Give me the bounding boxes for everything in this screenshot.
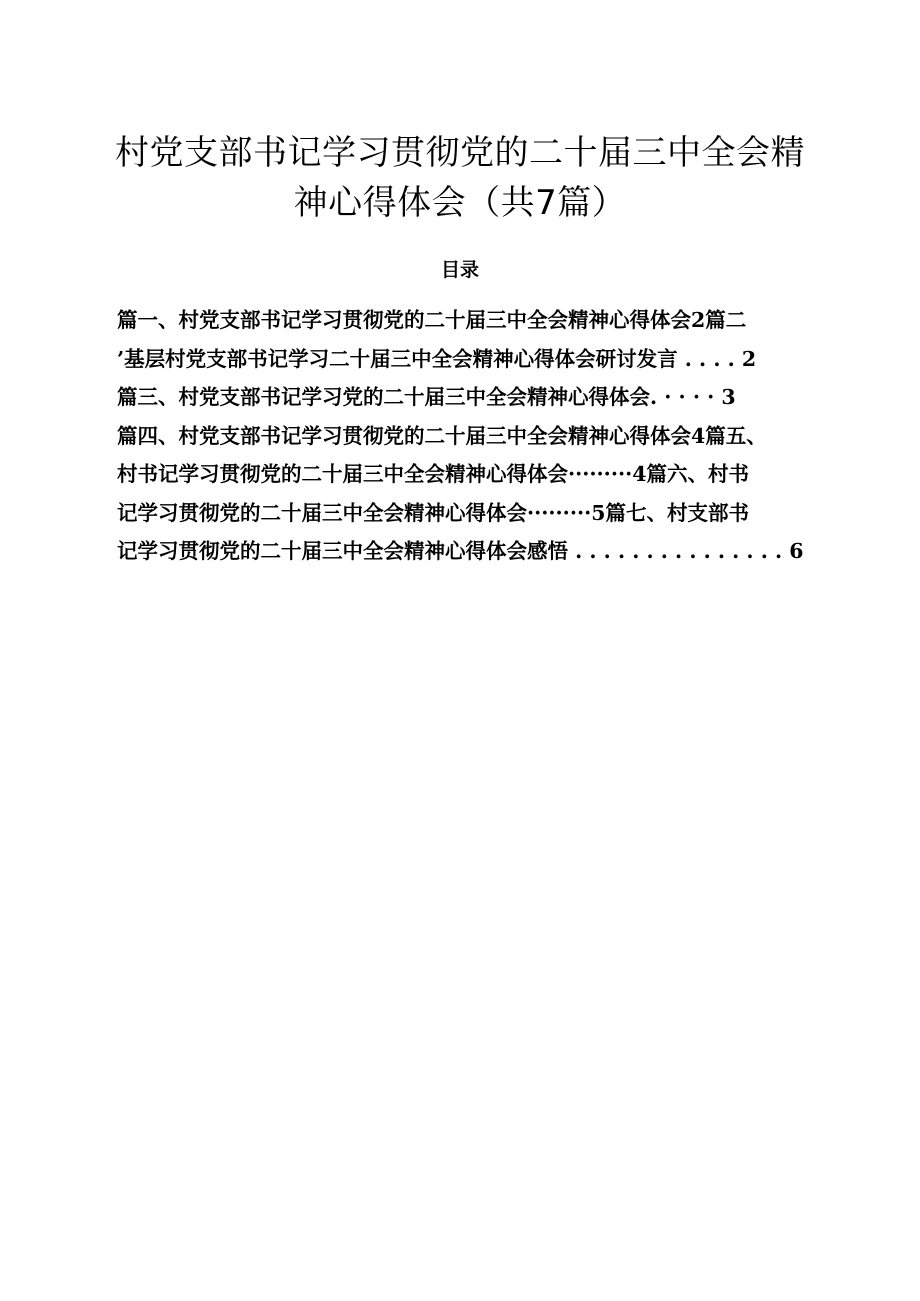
toc-line: 篇三、村党支部书记学习党的二十届三中全会精神心得体会. · · · · 3 [117,385,736,409]
toc-line: 村书记学习贯彻党的二十届三中全会精神心得体会·········4篇六、村书 [117,462,749,486]
document-title [0,128,920,228]
toc-line: 记学习贯彻党的二十届三中全会精神心得体会·········5篇七、村支部书 [117,500,749,525]
toc-heading: 目录 [440,259,479,281]
toc-line: 记学习贯彻党的二十届三中全会精神心得体会感悟 . . . . . . . . . . . . . . . 6 [117,539,804,563]
document-title-line-1: 村党支部书记学习贯彻党的二十届三中全会精 [115,133,805,173]
toc-line: 篇一、村党支部书记学习贯彻党的二十届三中全会精神心得体会2篇二 [117,308,747,332]
table-of-contents [117,301,857,571]
document-title-line-2: 神心得体会（共7篇） [293,183,627,223]
toc-line: 篇四、村党支部书记学习贯彻党的二十届三中全会精神心得体会4篇五、 [117,423,767,448]
toc-line: ’基层村党支部书记学习二十届三中全会精神心得体会研讨发言 . . . . 2 [117,346,757,371]
